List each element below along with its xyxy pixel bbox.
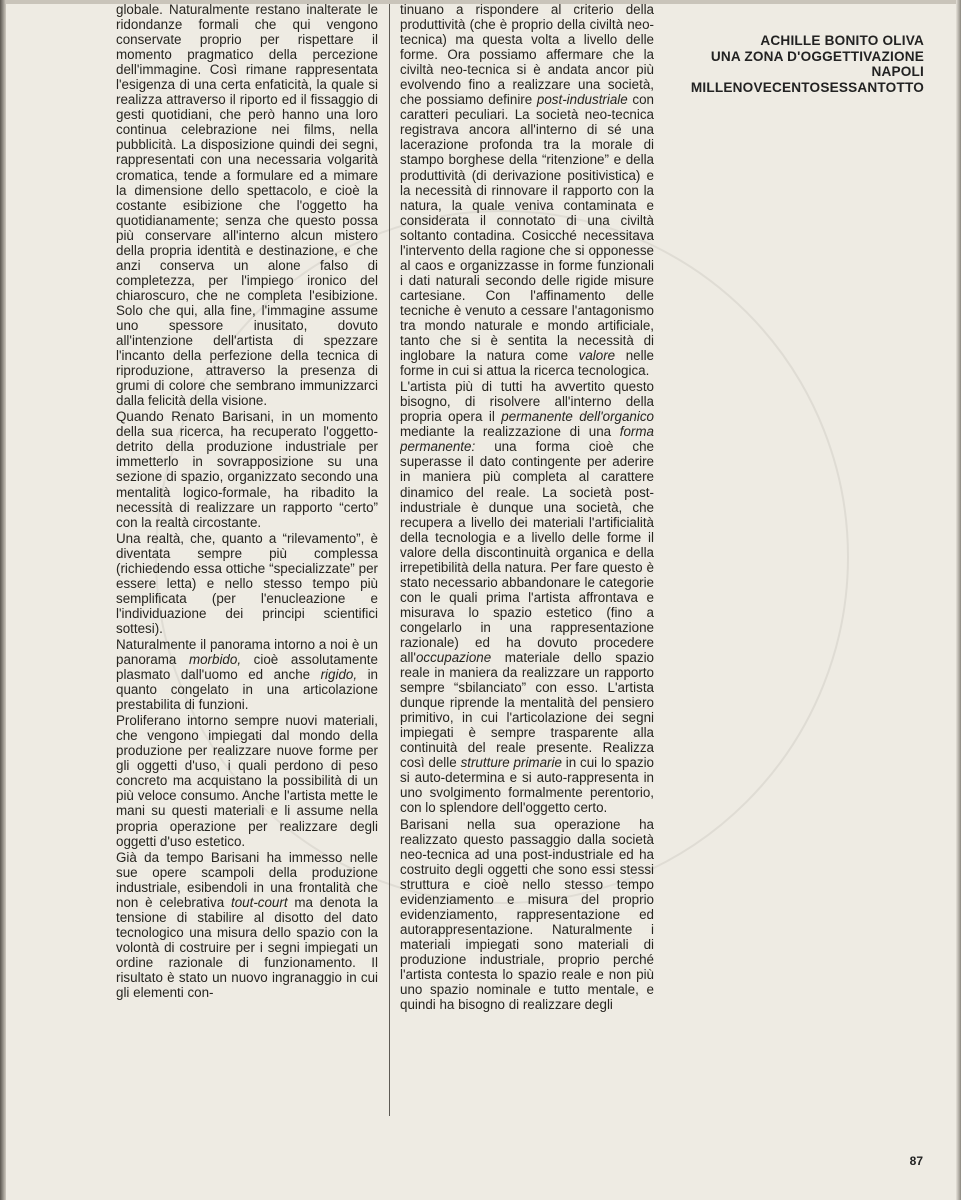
text-run: tinuano a rispondere al criterio della produttività (che è proprio della civiltà neo-tecnica) ma questa volta a livello delle forme. Ora possiamo affermare che la civiltà neo-tecnica si è andata ancor più evolvendo fino a realizzare una società, che possiamo definire xyxy=(400,2,654,108)
paragraph xyxy=(400,817,654,1013)
page-number: 87 xyxy=(909,1154,923,1168)
paragraph xyxy=(400,2,654,378)
paragraph xyxy=(116,637,378,712)
text-run: mediante la realizzazione di una xyxy=(400,424,620,440)
text-run: in cui lo spazio si auto-determina e si auto-rappresenta in uno svolgimento formalmente perentorio, con lo splendore dell'oggetto certo. xyxy=(400,755,654,816)
paper-edge-right xyxy=(956,0,961,1200)
italic-phrase: occupazione xyxy=(415,650,492,666)
text-run: Naturalmente il panorama intorno a noi è un panorama xyxy=(116,636,378,668)
italic-phrase: strutture primarie xyxy=(460,755,562,771)
text-run: con caratteri peculiari. La società neo-tecnica registrava ancora all'interno di sé una lacerazione profonda tra la morale di stampo borghese della “ritenzione” e della produttività (di derivazione positivistica) e la necessità di rinnovare il rapporto con la natura, la quale veniva contaminata e considerata il connotato di una civiltà soltanto contadina. Cosicché necessitava l'intervento della ragione che si opponesse al caos e organizzasse in forme funzionali i dati naturali secondo delle rigide misure cartesiane. Con l'affinamento delle tecniche è venuto a cessare l'antagonismo tra mondo naturale e mondo artificiale, tanto che si è sentita la necessità di inglobare la natura come xyxy=(400,92,654,364)
text-column-left xyxy=(116,2,378,1122)
article-title-line-1: UNA ZONA D'OGGETTIVAZIONE xyxy=(710,48,924,64)
italic-phrase: tout-court xyxy=(230,894,288,910)
paragraph xyxy=(116,713,378,848)
text-run: nelle forme in cui si attua la ricerca tecnologica. xyxy=(400,348,654,379)
text-run: materiale dello spazio reale in maniera da realizzare un rapporto sempre “sbilanciato” con esso. L'artista dunque riprende la mentalità del pensiero primitivo, in cui l'articolazione dei segni impiegati è sempre trasparente alla continuità del reale presente. Realizza così delle xyxy=(400,650,654,771)
column-divider xyxy=(389,4,390,1116)
text-run: cioè assolutamente plasmato dall'uomo ed anche xyxy=(116,652,378,683)
text-run: globale. Naturalmente restano inalterate le ridondanze formali che qui vengono conservate proprio per rispettare il momento pragmatico della percezione dell'immagine. Così rimane rappresentata l'esigenza di una certa enfaticità, la quale si realizza attraverso il riporto ed il fissaggio di gesti quotidiani, che però hanno una loro continua celebrazione nei films, nella pubblicità. La disposizione quindi dei segni, rappresentati con una necessaria volgarità cromatica, tende a formulare ed a mimare la dimensione dello spettacolo, e cioè la costante esibizione che l'oggetto ha quotidianamente; senza che questo possa più conservare all'interno alcun mistero della propria identità e destinazione, e che anzi conserva un alone falso di completezza, per l'impiego ironico del chiaroscuro, che ne completa l'esibizione. Solo che qui, alla fine, l'immagine assume uno spessore inusitato, dovuto all'intenzione dell'artista di spezzare l'incanto della perfezione della tecnica di riproduzione, attraverso la presenza di grumi di colore che sembrano immunizzarci dalla felicità della visione. xyxy=(116,2,378,409)
article-header xyxy=(684,33,924,95)
italic-phrase: morbido, xyxy=(188,652,242,668)
paragraph xyxy=(116,531,378,636)
text-run: Barisani nella sua operazione ha realizzato questo passaggio dalla società neo-tecnica ad una post-industriale ed ha costruito degli oggetti che sono essi stessi struttura e cioè nello stesso tempo evidenziamento e misura del proprio evidenziamento, rappresentazione ed autorappresentazione. Naturalmente i materiali impiegati sono materiali di produzione industriale, proprio perché l'artista contesta lo spazio reale e non più uno spazio nominale e tutto mentale, e quindi ha bisogno di realizzare degli xyxy=(400,816,654,1013)
paragraph xyxy=(400,379,654,815)
text-run: Proliferano intorno sempre nuovi materiali, che vengono impiegati dal mondo della produzione per realizzare nuove forme per gli oggetti d'uso, i quali perdono di peso concreto ma acquistano la possibilità di un più veloce consumo. Anche l'artista mette le mani su questi materiali e li assume nella propria operazione per realizzare degli oggetti d'uso estetico. xyxy=(116,713,378,849)
paragraph xyxy=(116,2,378,408)
text-run: Già da tempo Barisani ha immesso nelle sue opere scampoli della produzione industriale, esibendoli in una frontalità che non è celebrativa xyxy=(116,849,378,910)
italic-phrase: permanente dell'organico xyxy=(501,409,654,425)
article-title-line-3: MILLENOVECENTOSESSANTOTTO xyxy=(690,79,924,95)
italic-phrase: rigido, xyxy=(320,667,358,683)
paragraph xyxy=(116,850,378,1000)
text-run: ma denota la tensione di stabilire al disotto del dato tecnologico una misura dello spazio con la volontà di costruire per i segni impiegati un ordine razionale di funzionamento. Il risultato è stato un nuovo ingranaggio in cui gli elementi con- xyxy=(116,894,378,1001)
text-run: in quanto congelato in una articolazione prestabilita di funzioni. xyxy=(116,667,378,713)
paragraph xyxy=(116,409,378,529)
italic-phrase: forma permanente: xyxy=(400,424,654,455)
text-run: L'artista più di tutti ha avvertito questo bisogno, di risolvere all'interno della propria opera il xyxy=(400,379,654,425)
text-run: una forma cioè che superasse il dato contingente per aderire in maniera più completa al carattere dinamico del reale. La società post-industriale è dunque una società, che recupera a livello dei materiali l'artificialità della tecnologia e a livello delle forme il valore della discontinuità organica e della irrepetibilità della natura. Per fare questo è stato necessario abbandonare le categorie con le quali prima l'artista affrontava e misurava lo spazio estetico (fino a congelarlo in una rappresentazione razionale) ed ha dovuto procedere all' xyxy=(400,439,654,666)
paper-edge-left xyxy=(0,0,6,1200)
author-name: ACHILLE BONITO OLIVA xyxy=(760,33,924,48)
italic-phrase: post-industriale xyxy=(536,92,628,108)
text-run: Una realtà, che, quanto a “rilevamento”, è diventata sempre più complessa (richiedendo essa ottiche “specializzate” per essere letta) e nello stesso tempo più semplificata (per l'enucleazione e l'individuazione dei principi scientifici sottesi). xyxy=(116,530,378,636)
text-column-right xyxy=(400,2,654,1122)
italic-phrase: valore xyxy=(578,348,616,364)
text-run: Quando Renato Barisani, in un momento della sua ricerca, ha recuperato l'oggetto-detrito della produzione industriale per immetterlo in sovrapposizione su una sezione di spazio, organizzato secondo una mentalità logico-formale, ha ribadito la necessità di realizzare un rapporto “certo” con la realtà circostante. xyxy=(116,409,378,530)
article-title-line-2: NAPOLI xyxy=(871,64,924,80)
